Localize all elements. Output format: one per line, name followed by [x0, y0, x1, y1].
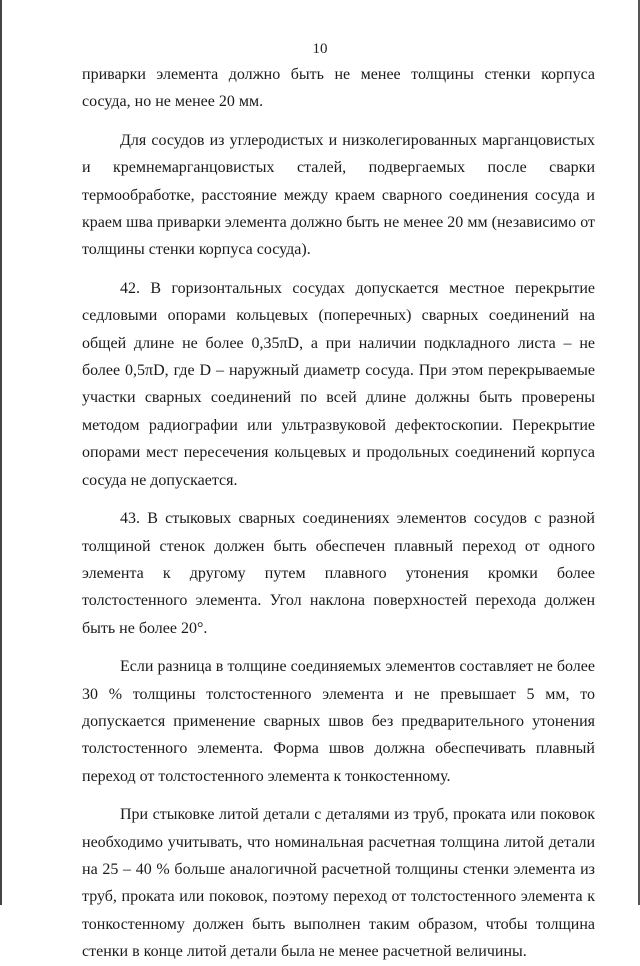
- paragraph-continuation: приварки элемента должно быть не менее толщины стенки корпуса сосуда, но не менее 20 мм.: [82, 66, 595, 111]
- page-number: 10: [312, 41, 328, 57]
- scan-edge-left: [0, 0, 2, 905]
- document-body: [82, 61, 595, 966]
- paragraph-item-43: 43. В стыковых сварных соединениях элементов сосудов с разной толщиной стенок должен быть обеспечен плавный переход от одного элемента к другому путем плавного утонения кромки более толстостенного элемента. Угол наклона поверхностей перехода должен быть не более 20°.: [82, 510, 595, 637]
- paragraph-thickness-difference: Если разница в толщине соединяемых элементов составляет не более 30 % толщины толстостенного элемента и не превышает 5 мм, то допускается применение сварных швов без предварительного утонения толстостенного элемента. Форма швов должна обеспечивать плавный переход от толстостенного элемента к тонкостенному.: [82, 658, 595, 785]
- paragraph-item-42: 42. В горизонтальных сосудах допускается местное перекрытие седловыми опорами кольцевых (поперечных) сварных соединений на общей длине не более 0,35πD, а при наличии подкладного листа – не более 0,5πD, где D – наружный диаметр сосуда. При этом перекрываемые участки сварных соединений по всей длине должны быть проверены методом радиографии или ультразвуковой дефектоскопии. Перекрытие опорами мест пересечения кольцевых и продольных соединений корпуса сосуда не допускается.: [82, 279, 595, 489]
- paragraph-cast-part: При стыковке литой детали с деталями из труб, проката или поковок необходимо учитывать, что номинальная расчетная толщина литой детали на 25 – 40 % больше аналогичной расчетной толщины стенки элемента из труб, проката или поковок, поэтому переход от толстостенного элемента к тонкостенному должен быть выполнен таким образом, чтобы толщина стенки в конце литой детали была не менее расчетной величины.: [82, 806, 595, 961]
- paragraph-carbon-steels: Для сосудов из углеродистых и низколегированных марганцовистых и кремнемарганцовистых сталей, подвергаемых после сварки термообработке, расстояние между краем сварного соединения сосуда и краем шва приварки элемента должно быть не менее 20 мм (независимо от толщины стенки корпуса сосуда).: [82, 131, 595, 259]
